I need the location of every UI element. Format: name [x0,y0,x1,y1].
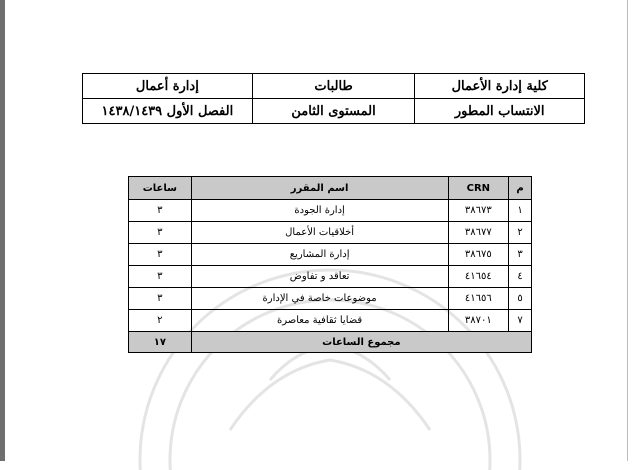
table-row [129,222,532,244]
row-course-name: تعاقد و تفاوض [191,266,448,288]
header-row-1 [83,74,585,99]
page-edge-bar [0,0,5,461]
row-num: ٤ [509,266,532,288]
row-course-name: إدارة المشاريع [191,244,448,266]
table-row [129,244,532,266]
column-header-hours: ساعات [129,177,192,200]
row-num: ٥ [509,288,532,310]
row-course-name: إدارة الجودة [191,200,448,222]
row-crn: ٣٨٦٧٣ [448,200,509,222]
header-row-2 [83,99,585,124]
column-header-crn: CRN [448,177,509,200]
department-cell: إدارة أعمال [83,74,253,99]
table-row [129,200,532,222]
row-crn: ٣٨٦٧٥ [448,244,509,266]
table-row [129,310,532,332]
row-num: ١ [509,200,532,222]
table-row [129,288,532,310]
column-header-num: م [509,177,532,200]
row-crn: ٤١٦٥٤ [448,266,509,288]
total-row [129,332,532,353]
row-course-name: موضوعات خاصة في الإدارة [191,288,448,310]
row-num: ٣ [509,244,532,266]
row-course-name: أخلاقيات الأعمال [191,222,448,244]
total-hours: ١٧ [129,332,192,353]
row-course-name: قضايا ثقافية معاصرة [191,310,448,332]
row-hours: ٣ [129,244,192,266]
row-num: ٧ [509,310,532,332]
row-hours: ٣ [129,222,192,244]
row-hours: ٣ [129,200,192,222]
program-cell: الانتساب المطور [415,99,585,124]
column-header-name: اسم المقرر [191,177,448,200]
row-hours: ٣ [129,288,192,310]
row-crn: ٣٨٧٠١ [448,310,509,332]
total-label: مجموع الساعات [191,332,531,353]
header-table [82,73,585,124]
row-hours: ٢ [129,310,192,332]
row-crn: ٣٨٦٧٧ [448,222,509,244]
college-cell: كلية إدارة الأعمال [415,74,585,99]
courses-table [128,176,532,353]
row-hours: ٣ [129,266,192,288]
students-cell: طالبات [252,74,415,99]
term-cell: الفصل الأول ١٤٣٨/١٤٣٩ [83,99,253,124]
row-crn: ٤١٦٥٦ [448,288,509,310]
level-cell: المستوى الثامن [252,99,415,124]
row-num: ٢ [509,222,532,244]
table-row [129,266,532,288]
page-border-line [627,0,628,461]
courses-header-row [129,177,532,200]
